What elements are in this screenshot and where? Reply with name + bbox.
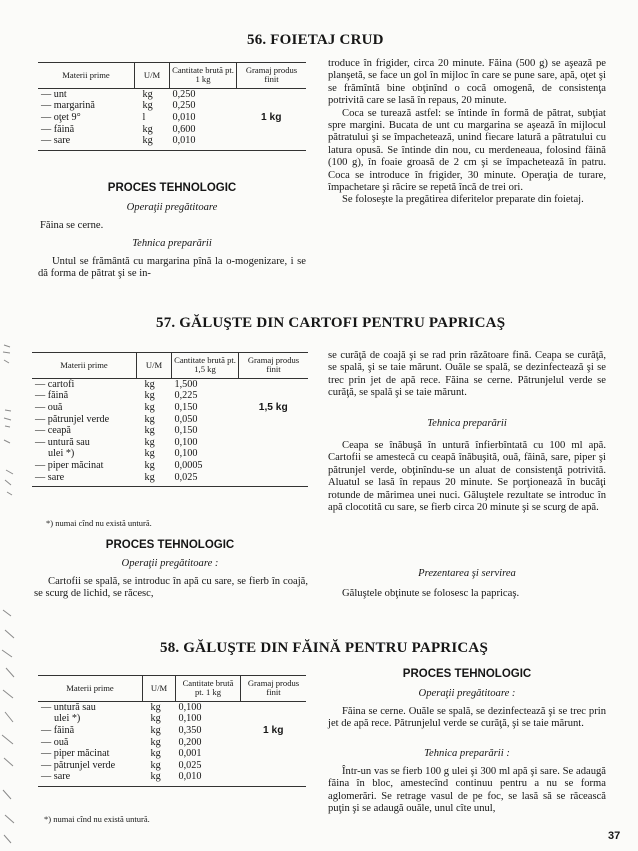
table-row [38,713,306,725]
recipe-56-left-text [38,256,306,281]
recipe-58-title: 58. GĂLUŞTE DIN FĂINĂ PENTRU PAPRICAŞ [160,640,488,656]
ingredient-qty: 0,250 [172,88,196,100]
ingredient-qty: 0,025 [178,759,202,771]
ingredient-qty: 0,250 [172,100,196,112]
recipe-57-serv-title: Prezentarea şi servirea [418,568,516,579]
table-row [38,88,306,100]
ingredient-name: — unt [41,88,67,100]
table-row [38,760,306,772]
ingredient-um: kg [142,100,153,112]
paragraph: Într-un vas se fierb 100 g ulei şi 300 ml apă şi sare. Se adaugă făina în bloc, amestecînd continuu pentru a nu se forma aglomerări. Se retrage vasul de pe foc, se lasă să se răcească puţin şi se adaugă ouăle, unul cîte unul, [328,766,606,815]
margin-scribbles [0,0,30,851]
ingredient-um: kg [150,701,161,713]
col-header-um: U/M [135,63,170,89]
recipe-56-ingredients-table [38,62,306,151]
ingredient-name: — piper măcinat [35,459,104,471]
paragraph: Cartofii se spală, se introduc în apă cu sare, se fierb în coajă, se scurg de lichid, se răcesc, [34,576,308,600]
recipe-57-title: 57. GĂLUŞTE DIN CARTOFI PENTRU PAPRICAŞ [156,315,506,331]
ingredient-um: kg [143,771,176,786]
ingredient-name: ulei *) [54,713,81,725]
paragraph: Făina se cerne. Ouăle se spală, se dezinfectează şi se trec prin jet de apă rece. Pătrunjelul verde se curăţă, şi se taie mărunt. [328,706,606,730]
recipe-56-proces-heading: PROCES TEHNOLOGIC [107,182,237,194]
ingredient-um: kg [144,413,155,425]
ingredient-name: — ceapă [35,425,71,437]
ingredient-qty: 0,225 [174,390,198,402]
ingredient-um: kg [144,378,155,390]
recipe-57-tech-text [328,440,606,514]
ingredient-um: kg [137,472,172,487]
recipe-58-proces-heading: PROCES TEHNOLOGIC [402,668,532,680]
ingredient-um: kg [150,748,161,760]
table-row [38,135,306,150]
table-row [32,472,308,487]
ingredient-name: — piper măcinat [41,748,110,760]
recipe-57-serv-text [328,588,606,600]
ingredient-name: — ouă [35,402,63,413]
ingredient-qty: 0,350 [178,725,202,736]
ingredient-um: kg [135,135,170,150]
ingredient-um: kg [150,725,161,736]
ingredient-qty: 0,100 [178,713,202,725]
ingredient-name: — sare [32,472,137,487]
ingredient-qty: 1,500 [174,378,198,390]
col-header-um: U/M [137,353,172,379]
paragraph: Se foloseşte la pregătirea diferitelor preparate din foietaj. [342,194,584,206]
table-row [38,725,306,737]
ingredient-name: — cartofi [35,378,75,390]
recipe-58-op-title: Operaţii pregătitoare : [418,688,516,699]
paragraph: Untul se frământă cu margarina pînă la o-mogenizare, i se dă forma de pătrat şi se in- [38,256,306,280]
col-header-cantitate: Cantitate brută pt. 1 kg [170,63,237,89]
col-header-um: U/M [143,676,176,702]
ingredient-qty: 0,150 [174,425,198,437]
ingredient-qty: 0,150 [174,402,198,413]
table-row [38,771,306,786]
col-header-materii: Materii prime [38,676,143,702]
recipe-56-title: 56. FOIETAJ CRUD [247,32,384,48]
ingredient-um: kg [150,713,161,725]
recipe-57-right-text [328,350,606,400]
ingredient-qty: 0,100 [178,701,202,713]
paragraph: se curăţă de coajă şi se rad prin răzătoare fină. Ceapa se curăţă, se spală, şi se taie mărunt. Ouăle se spală, se dezinfectează şi se trec prin jet de apă rece. Făina se cerne. Pătrunjelul verde se curăţă, se spală şi se taie mărunt. [328,350,606,399]
ingredient-um: kg [150,736,161,748]
ingredient-name: — sare [38,135,135,150]
col-header-cantitate: Cantitate brută pt. 1 kg [176,676,241,702]
table-row [32,425,308,437]
ingredient-name: ulei *) [48,448,75,460]
ingredient-um: kg [150,759,161,771]
ingredient-qty: 0,010 [170,135,237,150]
paragraph: Găluştele obţinute se folosesc la papricaş. [342,588,520,599]
table-row [32,437,308,449]
recipe-57-tech-title: Tehnica preparării [427,418,507,429]
ingredient-qty: 0,0005 [174,459,203,471]
table-row [38,124,306,136]
ingredient-name: — untură sau [41,701,96,713]
ingredient-qty: 0,001 [178,748,202,760]
ingredient-name: — oţet 9° [41,112,81,123]
col-header-gramaj: Gramaj produs finit [237,63,307,89]
paragraph: troduce în frigider, circa 20 minute. Făina (500 g) se aşează pe planşetă, se face un gol în mijloc în care se pune sare, apă, oţet şi se frămîntă bine obţinînd o cocă omogenă, de consistenţa potrivită care se lasă în repaus, 20 minute. [328,58,606,107]
col-header-gramaj: Gramaj produs finit [241,676,307,702]
ingredient-qty: 0,010 [176,771,241,786]
recipe-57-ingredients-table [32,352,308,487]
table-row [32,448,308,460]
ingredient-name: — pătrunjel verde [35,413,110,425]
ingredient-um: kg [144,390,155,402]
ingredient-qty: 0,100 [174,436,198,448]
yield-value: 1,5 kg [258,402,288,413]
recipe-57-op-title: Operaţii pregătitoare : [121,558,219,569]
yield-value: 1 kg [261,112,282,123]
table-row [32,402,308,414]
ingredient-qty: 0,010 [172,112,196,123]
table-row [38,737,306,749]
table-row [32,390,308,402]
ingredient-name: — untură sau [35,436,90,448]
col-header-materii: Materii prime [38,63,135,89]
ingredient-qty: 0,100 [174,448,198,460]
ingredient-qty: 0,600 [172,123,196,135]
ingredient-qty: 0,025 [172,472,239,487]
ingredient-qty: 0,200 [178,736,202,748]
col-header-materii: Materii prime [32,353,137,379]
ingredient-um: kg [144,436,155,448]
table-row [32,414,308,426]
ingredient-um: kg [144,448,155,460]
col-header-gramaj: Gramaj produs finit [239,353,309,379]
page-number: 37 [608,830,621,842]
paragraph: Coca se turează astfel: se întinde în formă de pătrat, subţiat spre margini. Bucata de unt cu margarina se aşează în mijlocul pătratului şi se împachetează, unind fiecare latură a pătratului cu latura opusă. Se întinde din nou, cu merdeneaua, folosind făină (100 g), în foaie groasă de 2 cm şi se împachetează în patru. Coca se introduce în frigider, 30 minute. Operaţia de turare, împachetare şi răcire se repetă încă de trei ori. [328,107,606,194]
recipe-58-tech-text [328,766,606,816]
ingredient-um: kg [144,459,155,471]
recipe-58-footnote: *) numai cînd nu există untură. [44,814,150,824]
table-row [38,748,306,760]
ingredient-um: kg [144,425,155,437]
ingredient-um: kg [142,88,153,100]
recipe-56-op-text: Făina se cerne. [40,220,104,231]
ingredient-um: kg [144,402,155,413]
recipe-58-ingredients-table [38,675,306,787]
table-row [38,701,306,713]
ingredient-name: — sare [38,771,143,786]
ingredient-name: — făină [41,725,75,736]
ingredient-qty: 0,050 [174,413,198,425]
recipe-57-left-text [34,576,308,601]
recipe-58-tech-title: Tehnica preparării : [424,748,510,759]
ingredient-um: kg [142,123,153,135]
table-row [32,378,308,390]
recipe-58-op-text [328,706,606,731]
paragraph: Ceapa se înăbuşă în untură înfierbîntată cu 100 ml apă. Cartofii se amestecă cu ceapă înăbuşită, ouă, făină, sare, piper şi pătrunjel verde, obţinîndu-se un aluat de consistenţă potrivită. Aluatul se lasă în repaus 20 minute. Se porţionează în bucăţi rotunde de mărimea unei nuci. Găluştele rezultate se introduc în apă clocotită cu sare, se fierb circa 20 minute şi se scurg de apă. [328,440,606,514]
recipe-57-footnote: *) numai cînd nu există untură. [46,518,152,528]
col-header-cantitate: Cantitate brută pt. 1,5 kg [172,353,239,379]
yield-value: 1 kg [263,725,284,736]
recipe-56-tech-title: Tehnica preparării [132,238,212,249]
ingredient-name: — făină [35,390,69,402]
ingredient-name: — ouă [41,736,69,748]
table-row [38,112,306,124]
recipe-56-right-text [328,58,606,207]
recipe-57-proces-heading: PROCES TEHNOLOGIC [105,539,235,551]
ingredient-name: — făină [41,123,75,135]
ingredient-um: l [142,112,146,123]
ingredient-name: — margarină [41,100,95,112]
ingredient-name: — pătrunjel verde [41,759,116,771]
table-row [38,100,306,112]
recipe-56-op-title: Operaţii pregătitoare [126,202,218,213]
table-row [32,460,308,472]
